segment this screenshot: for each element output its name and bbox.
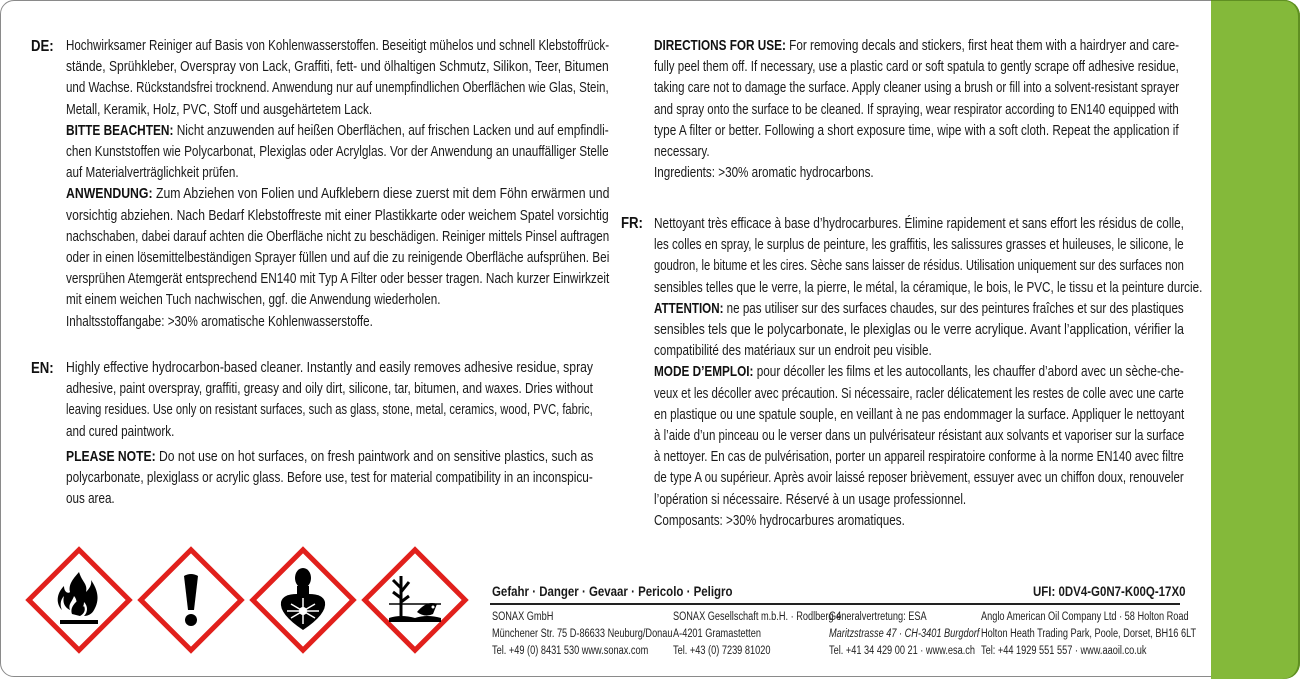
text-line: and spray onto the surface to be cleaned. If spraying, wear respirator according to EN140 equipped with [654, 101, 1179, 118]
text-line: necessary. [654, 144, 710, 160]
address-line: Tel: +44 1929 551 557 · www.aaoil.co.uk [981, 645, 1147, 657]
text-line: ous area. [66, 491, 115, 508]
ufi-code: UFI: 0DV4-G0N7-K00Q-17X0 [1033, 583, 1186, 599]
address-line: Generalvertretung: ESA [829, 611, 927, 623]
text-line: compatibilité des matériaux sur un endroit peu visible. [654, 343, 932, 360]
text-line: ANWENDUNG: Zum Abziehen von Folien und Aufklebern diese zuerst mit dem Föhn erwärmen und [66, 186, 610, 203]
lang-code-en: EN: [31, 360, 54, 377]
text-line: MODE D’EMPLOI: pour décoller les films et les autocollants, les chauffer d’abord avec un sèche-che- [654, 364, 1184, 381]
text-line: und Wachse. Rückstandsfrei trocknend. Anwendung nur auf unempfindlichen Oberflächen wie Glas, Stein, [66, 80, 609, 97]
text-line: oder in einen lösemittelbeständigen Sprayer füllen und auf die zu reinigende Oberfläche aufsprühen. Bei [66, 250, 610, 266]
text-line: en plastique ou une spatule souple, en veillant à ne pas endommager la surface. Appliquer le nettoyant [654, 406, 1185, 423]
text-line: Ingredients: >30% aromatic hydrocarbons. [654, 165, 874, 182]
text-line: les colles en spray, le surplus de peinture, les graffitis, les salissures grasses et huileuses, le silicone, le [654, 237, 1184, 254]
section-heading: PLEASE NOTE: [66, 448, 156, 465]
flame-icon [24, 565, 134, 635]
address-line: SONAX Gesellschaft m.b.H. · Rodlberg 4 [673, 611, 842, 623]
address-line: Maritzstrasse 47 · CH-3401 Burgdorf [829, 628, 980, 640]
address-line: Anglo American Oil Company Ltd · 58 Holton Road [981, 611, 1189, 623]
address-sonax-at [673, 609, 841, 660]
text-line: taking care not to damage the surface. Apply cleaner using a brush or fill into a solvent-resistant sprayer [654, 80, 1180, 97]
text-line: type A filter or better. Following a short exposure time, wipe with a soft cloth. Repeat the application if [654, 122, 1179, 139]
text-line: vorsichtig abziehen. Nach Bedarf Klebstoffreste mit einer Plastikkarte oder weichem Spatel vorsichtig [66, 207, 609, 224]
environment-icon [360, 565, 470, 635]
text-line: DIRECTIONS FOR USE: For removing decals and stickers, first heat them with a hairdryer and care- [654, 38, 1180, 54]
address-sonax-de [492, 609, 673, 660]
text-line: nachschaben, dabei darauf achten die Oberfläche nicht zu beschädigen. Reiniger mittels Pinsel auftragen [66, 228, 610, 245]
text-line: adhesive, paint overspray, graffiti, greasy and oily dirt, silicone, tar, bitumen, and waxes. Dries without [66, 381, 593, 398]
text-line: polycarbonate, plexiglass or acrylic glass. Before use, test for material compatibility in an inconspicu- [66, 470, 593, 486]
text-line: chen Kunststoffen wie Polycarbonat, Plexiglas oder Acrylglas. Vor der Anwendung an unauffälliger Stelle [66, 144, 609, 160]
address-line: Tel. +43 (0) 7239 81020 [673, 645, 771, 657]
accent-band [1211, 0, 1300, 679]
text-line: veux et les décoller avec précaution. Si nécessaire, racler délicatement les restes de colle avec une carte [654, 385, 1184, 402]
text-line: leaving residues. Use only on resistant surfaces, such as glass, stone, metal, ceramics, wood, PVC, fabric, [66, 402, 593, 419]
section-heading: ATTENTION: [654, 300, 724, 317]
text-line: Nettoyant très efficace à base d’hydrocarbures. Élimine rapidement et sans effort les résidus de colle, [654, 216, 1184, 232]
text-line: auf Materialverträglichkeit prüfen. [66, 165, 239, 182]
text-line: Composants: >30% hydrocarbures aromatiques. [654, 512, 905, 529]
address-line: SONAX GmbH [492, 611, 554, 623]
address-esa-ch [829, 609, 979, 660]
footer-divider [490, 603, 1180, 605]
lang-code-de: DE: [31, 38, 54, 55]
text-line: goudron, le bitume et les cires. Sèche sans laisser de résidus. Utilisation uniquement sur des surfaces non [654, 258, 1184, 275]
section-heading: DIRECTIONS FOR USE: [654, 38, 786, 54]
lang-code-fr: FR: [621, 215, 643, 232]
text-line: sensibles telles que le verre, la pierre, le métal, la céramique, le bois, le PVC, le tissu et la peinture durcie. [654, 279, 1203, 296]
text-line: l’opération si nécessaire. Réservé à un usage professionnel. [654, 491, 967, 508]
text-line: ATTENTION: ne pas utiliser sur des surfaces chaudes, sur des peintures fraîches et sur des plastiques [654, 300, 1184, 317]
exclamation-icon [136, 565, 246, 635]
text-line: Metall, Keramik, Holz, PVC, Stoff und ausgehärtetem Lack. [66, 101, 373, 118]
address-aaoil-uk [981, 609, 1196, 660]
text-line: versprühen Atemgerät entsprechend EN140 mit Typ A Filter oder besser tragen. Nach kurzer Einwirkzeit [66, 271, 610, 288]
section-heading: BITTE BEACHTEN: [66, 122, 174, 139]
section-heading: ANWENDUNG: [66, 186, 153, 203]
text-line: BITTE BEACHTEN: Nicht anzuwenden auf heißen Oberflächen, auf frischen Lacken und auf empfindli- [66, 122, 609, 139]
text-line: stände, Sprühkleber, Overspray von Lack, Graffiti, fett- und ölhaltigen Schmutz, Silikon, Teer, Bitumen [66, 59, 609, 76]
address-line: Holton Heath Trading Park, Poole, Dorset, BH16 6LT [981, 628, 1197, 640]
text-line: PLEASE NOTE: Do not use on hot surfaces, on fresh paintwork and on sensitive plastics, such as [66, 448, 594, 465]
text-line: fully peel them off. If necessary, use a plastic card or soft spatula to gently scrape off adhesive residue, [654, 59, 1179, 76]
address-line: Münchener Str. 75 D-86633 Neuburg/Donau [492, 628, 673, 640]
text-line: and cured paintwork. [66, 423, 175, 440]
text-line: Inhaltsstoffangabe: >30% aromatische Kohlenwasserstoffe. [66, 313, 373, 330]
section-heading: MODE D’EMPLOI: [654, 364, 754, 381]
text-line: à l’aide d’un pinceau ou le verser dans un pulvérisateur résistant aux solvants et vaporiser sur la surface [654, 428, 1185, 444]
text-line: Highly effective hydrocarbon-based cleaner. Instantly and easily removes adhesive residue, spray [66, 360, 594, 376]
text-line: de type A ou supérieur. Après avoir laissé reposer brièvement, essuyer avec un chiffon doux, renouveler [654, 470, 1184, 487]
text-line: sensibles tels que le polycarbonate, le plexiglas ou le verre acrylique. Avant l’application, vérifier la [654, 322, 1184, 338]
hazard-pictograms [24, 545, 484, 655]
signal-words: Gefahr · Danger · Gevaar · Pericolo · Peligro [492, 583, 733, 599]
address-line: A-4201 Gramastetten [673, 628, 761, 640]
text-line: Hochwirksamer Reiniger auf Basis von Kohlenwasserstoffen. Beseitigt mühelos und schnell Klebstoffrück- [66, 38, 610, 54]
health-hazard-icon [248, 565, 358, 635]
text-line: à nettoyer. En cas de pulvérisation, porter un appareil respiratoire conforme à la norme EN140 avec filtre [654, 449, 1184, 466]
address-line: Tel. +49 (0) 8431 530 www.sonax.com [492, 645, 649, 657]
address-line: Tel. +41 34 429 00 21 · www.esa.ch [829, 645, 976, 657]
text-line: mit einem weichen Tuch nachwischen, ggf. die Anwendung wiederholen. [66, 292, 441, 309]
